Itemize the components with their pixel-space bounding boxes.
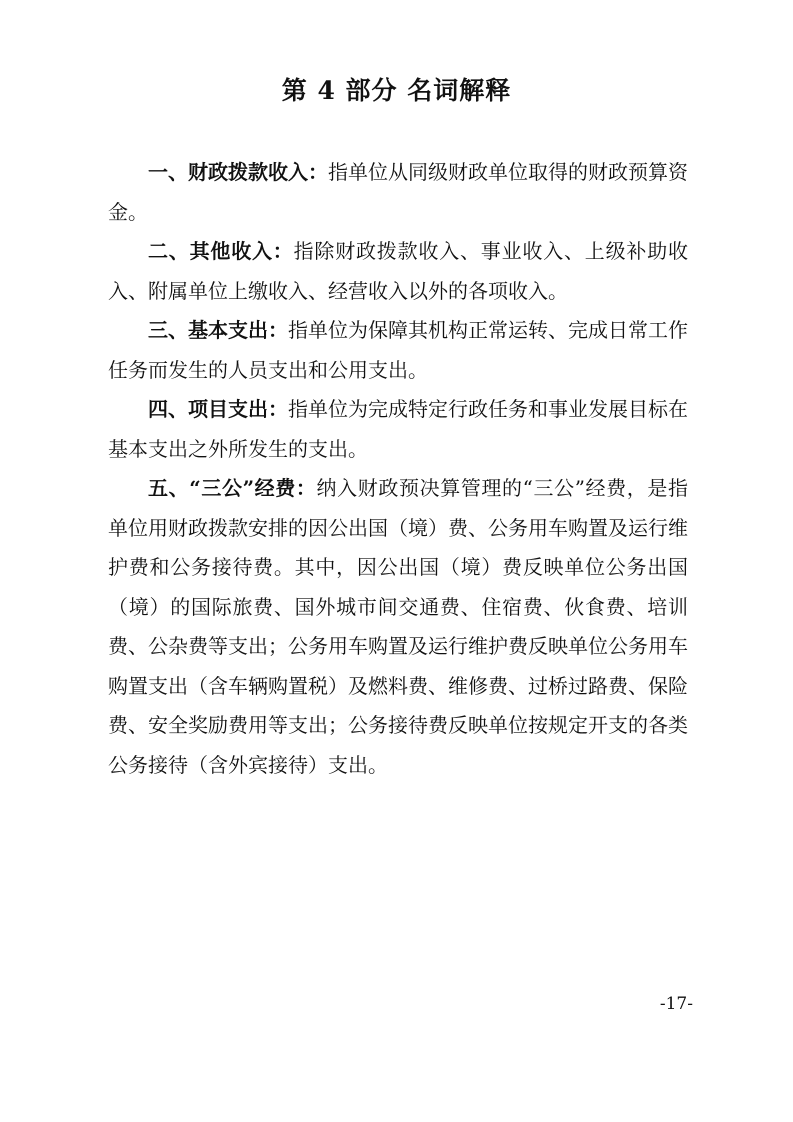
page-title: 第 4 部分 名词解释	[281, 76, 512, 105]
definition-term: 三、基本支出：	[148, 318, 288, 342]
definitions-list	[108, 153, 688, 785]
definition-other-income	[108, 232, 688, 311]
definition-text: 指单位从同级财政单位取得的财政预算资金。	[108, 160, 688, 224]
definition-text: 指除财政拨款收入、事业收入、上级补助收入、附属单位上缴收入、经营收入以外的各项收入。	[108, 239, 689, 303]
definition-basic-expenditure	[108, 311, 688, 390]
definition-project-expenditure	[108, 390, 688, 469]
definition-three-public-expenses	[108, 469, 688, 785]
page-number: -17-	[659, 994, 693, 1014]
definition-term: 四、项目支出：	[148, 397, 288, 421]
definition-fiscal-appropriation-income	[108, 153, 688, 232]
definition-text: 指单位为保障其机构正常运转、完成日常工作任务而发生的人员支出和公用支出。	[108, 318, 688, 382]
definition-term: 五、“三公”经费：	[148, 476, 317, 500]
definition-text: 指单位为完成特定行政任务和事业发展目标在基本支出之外所发生的支出。	[108, 397, 688, 461]
definition-text: 纳入财政预决算管理的“三公”经费，是指单位用财政拨款安排的因公出国（境）费、公务用车购置及运行维护费和公务接待费。其中，因公出国（境）费反映单位公务出国（境）的国际旅费、国外城市间交通费、住宿费、伙食费、培训费、公杂费等支出；公务用车购置及运行维护费反映单位公务用车购置支出（含车辆购置税）及燃料费、维修费、过桥过路费、保险费、安全奖励费用等支出；公务接待费反映单位按规定开支的各类公务接待（含外宾接待）支出。	[108, 476, 689, 777]
definition-term: 一、财政拨款收入：	[148, 160, 328, 184]
definition-term: 二、其他收入：	[148, 239, 294, 263]
